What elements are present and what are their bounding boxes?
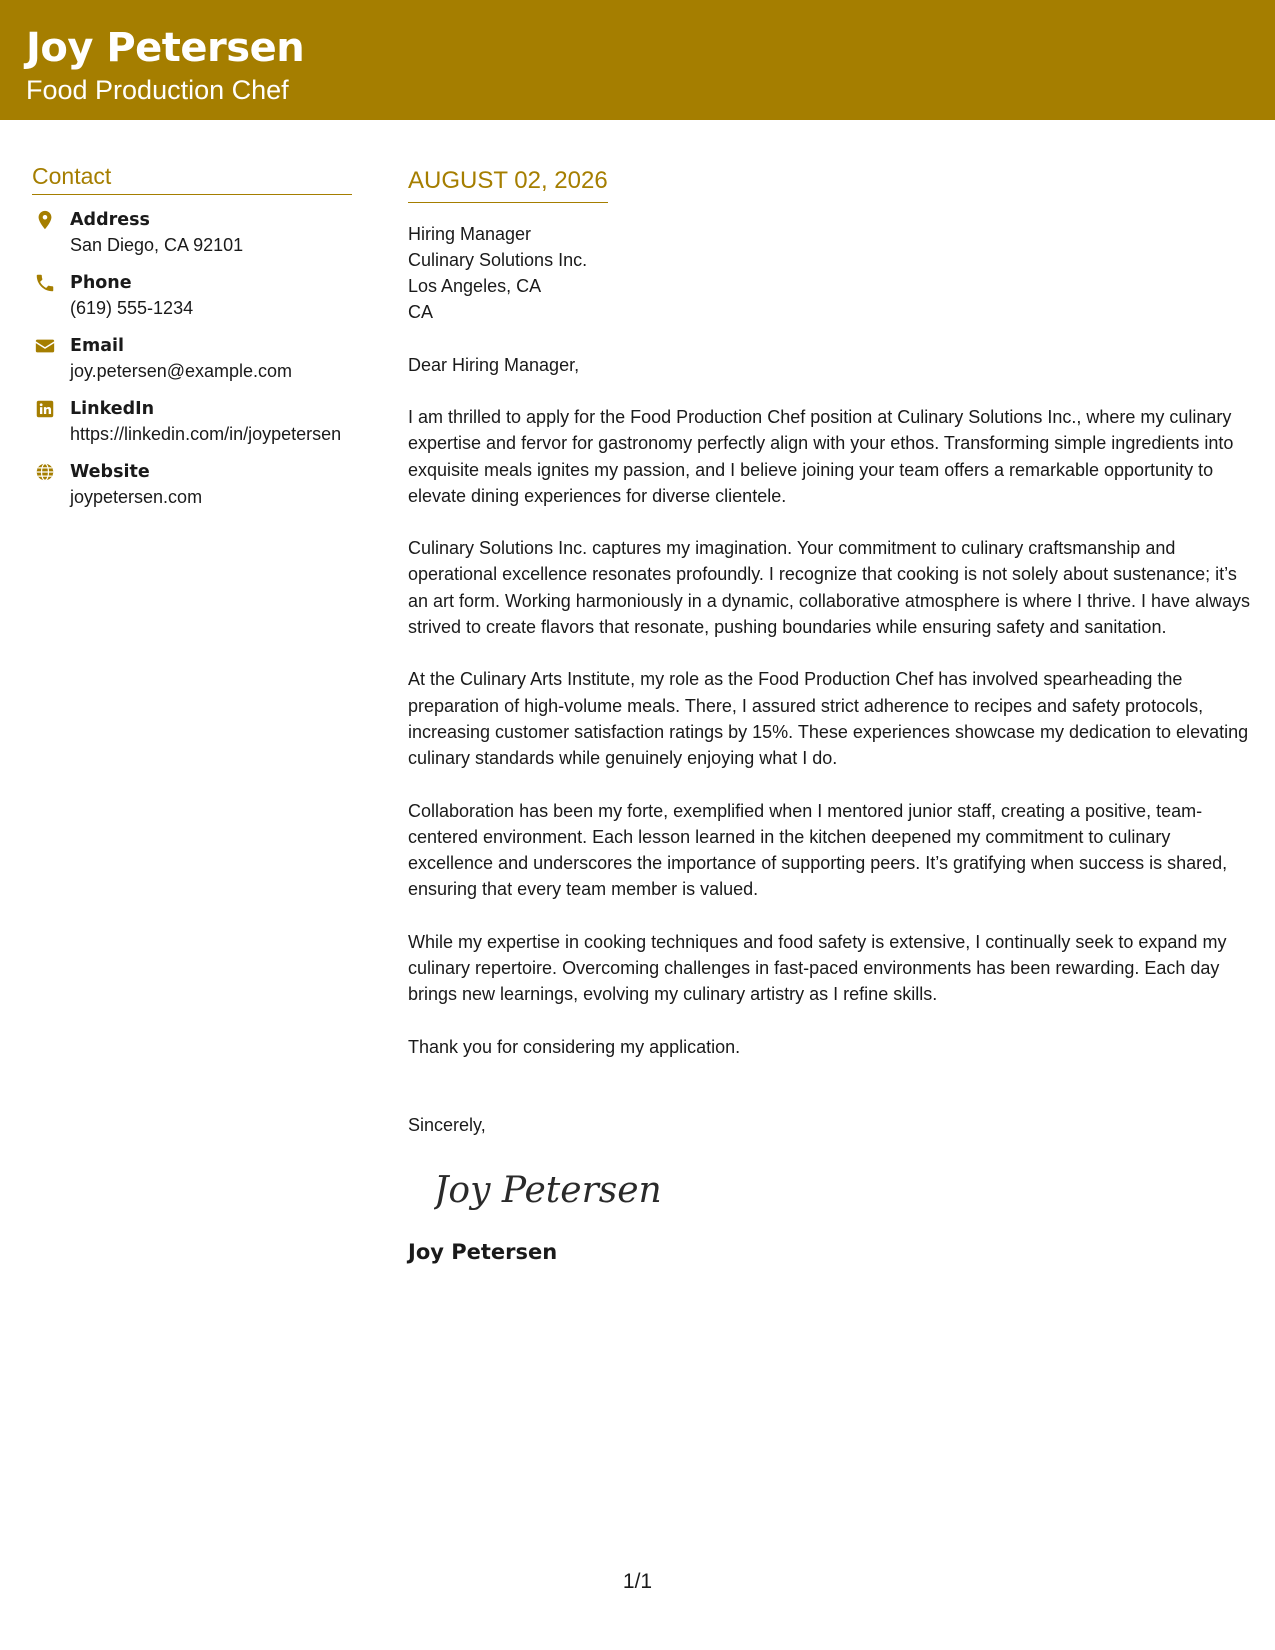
body-paragraph: I am thrilled to apply for the Food Production Chef position at Culinary Solutions Inc., where my culinary expertise and fervor for gastronomy perfectly align with your ethos. Transforming simple ingredients into exquisite meals ignites my passion, and I believe joining your team offers a remarkable opportunity to elevate dining experiences for diverse clientele. (408, 407, 1234, 506)
contact-item-website (32, 460, 352, 510)
recipient-line: Culinary Solutions Inc. (408, 250, 588, 270)
sender-name: Joy Petersen (408, 1239, 558, 1264)
body-paragraph: Collaboration has been my forte, exemplified when I mentored junior staff, creating a positive, team-centered environment. Each lesson learned in the kitchen deepened my commitment to culinary excellence and underscores the importance of supporting peers. It’s gratifying when success is shared, ensuring that every team member is valued. (408, 800, 1228, 900)
recipient-block (408, 221, 1253, 325)
contact-value: (619) 555-1234 (70, 298, 194, 318)
recipient-line: CA (408, 302, 434, 322)
envelope-icon (34, 335, 56, 357)
contact-item-phone (32, 271, 352, 321)
contact-label: Email (70, 336, 124, 356)
contact-item-address (32, 208, 352, 258)
contact-label: Address (70, 210, 150, 230)
contact-label: Website (70, 462, 150, 482)
contact-section-title: Contact (32, 162, 352, 195)
signature-text: Joy Petersen (434, 1169, 662, 1211)
header-banner (0, 0, 1275, 120)
applicant-title: Food Production Chef (26, 75, 289, 105)
contact-value: joy.petersen@example.com (70, 361, 293, 381)
body-paragraph: Thank you for considering my application. (408, 1036, 741, 1057)
body-paragraph: While my expertise in cooking techniques and food safety is extensive, I continually seek to expand my culinary repertoire. Overcoming challenges in fast-paced environments has been rewarding. Each day brings new learnings, evolving my culinary artistry as I refine skills. (408, 931, 1227, 1005)
recipient-line: Los Angeles, CA (408, 276, 542, 296)
contact-label: Phone (70, 273, 132, 293)
phone-icon (34, 272, 56, 294)
contact-item-linkedin (32, 397, 352, 447)
map-pin-icon (34, 209, 56, 231)
page-number: 1/1 (622, 1570, 653, 1593)
letter-body (408, 166, 1253, 1266)
salutation: Dear Hiring Manager, (408, 355, 580, 375)
signature-image (434, 1160, 1253, 1220)
contact-value[interactable]: joypetersen.com (70, 487, 203, 507)
contact-sidebar (32, 162, 352, 510)
applicant-name: Joy Petersen (26, 25, 305, 71)
body-paragraph: Culinary Solutions Inc. captures my imagination. Your commitment to culinary craftsmanship and operational excellence resonates profoundly. I recognize that cooking is not solely about sustenance; it’s an art form. Working harmoniously in a dynamic, collaborative atmosphere is where I thrive. I have always strived to create flavors that resonate, pushing boundaries while ensuring safety and sanitation. (408, 538, 1251, 638)
contact-item-email (32, 334, 352, 384)
linkedin-icon (34, 398, 56, 420)
handwritten-signature (434, 1160, 674, 1220)
letter-date: AUGUST 02, 2026 (408, 166, 608, 203)
globe-icon (34, 461, 56, 483)
contact-value: San Diego, CA 92101 (70, 235, 244, 255)
body-paragraph: At the Culinary Arts Institute, my role as the Food Production Chef has involved spearheading the preparation of high-volume meals. There, I assured strict adherence to recipes and safety protocols, increasing customer satisfaction ratings by 15%. These experiences showcase my dedication to elevating culinary standards while genuinely enjoying what I do. (408, 669, 1249, 769)
closing: Sincerely, (408, 1114, 486, 1135)
contact-label: LinkedIn (70, 399, 155, 419)
contact-value[interactable]: https://linkedin.com/in/joypetersen (70, 424, 342, 444)
recipient-line: Hiring Manager (408, 224, 532, 244)
